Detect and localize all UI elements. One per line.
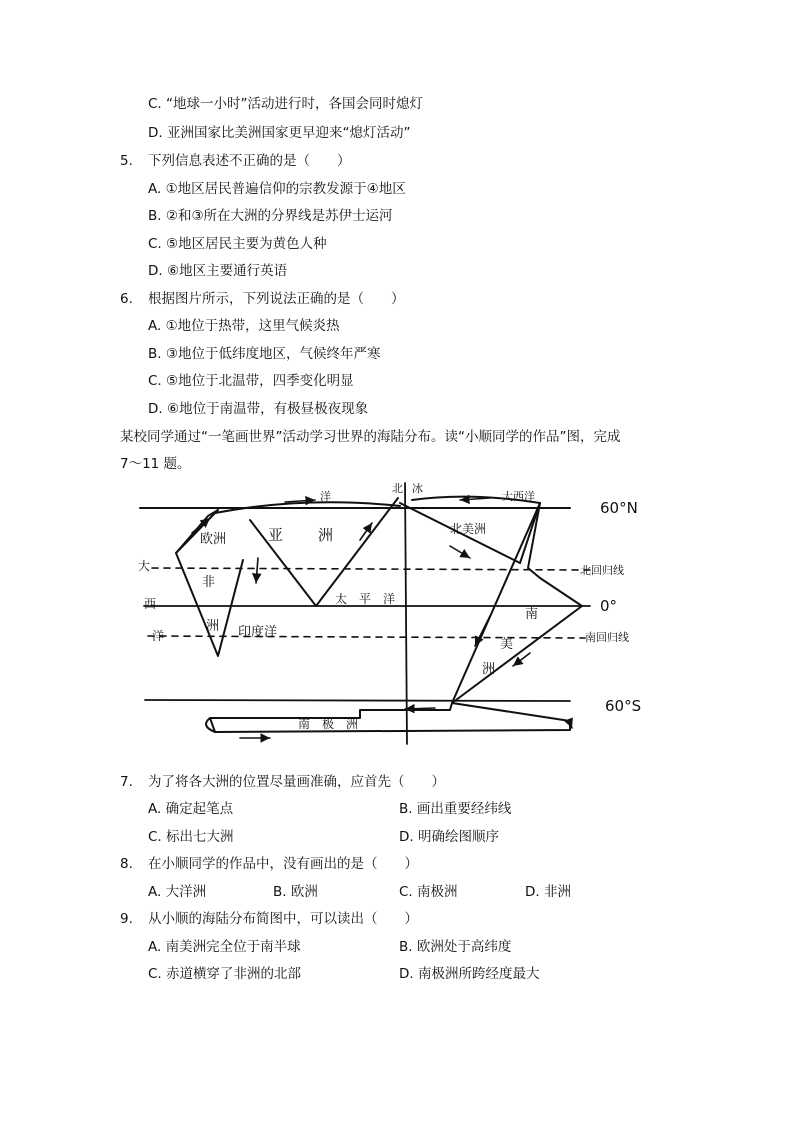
label-south-america-3: 洲: [482, 662, 496, 677]
q9-option-c: C. 赤道横穿了非洲的北部: [148, 966, 302, 982]
q9-option-a: A. 南美洲完全位于南半球: [148, 939, 301, 955]
label-60s: 60°S: [605, 697, 642, 715]
label-pacific: 太 平 洋: [335, 592, 396, 606]
q7-stem: 为了将各大洲的位置尽量画准确，应首先（ ）: [148, 774, 445, 790]
central-meridian-line: [405, 483, 407, 744]
q4-option-d: D. 亚洲国家比美洲国家更早迎来“熄灯活动”: [148, 125, 411, 141]
q8-stem: 在小顺同学的作品中，没有画出的是（ ）: [148, 856, 418, 872]
q7-number: 7.: [120, 774, 133, 790]
q7-option-a: A. 确定起笔点: [148, 801, 234, 817]
label-atlantic-left-2: 西: [144, 597, 157, 611]
q5-option-c: C. ⑤地区居民主要为黄色人种: [148, 236, 327, 252]
tropic-of-capricorn-line: [148, 636, 585, 638]
label-south-america-2: 美: [500, 637, 514, 652]
label-atlantic-top: 大西洋: [502, 490, 535, 503]
q5-stem: 下列信息表述不正确的是（ ）: [148, 153, 351, 169]
intro-line-1: 某校同学通过“一笔画世界”活动学习世界的海陆分布。读“小顺同学的作品”图，完成: [120, 429, 621, 445]
label-africa-1: 非: [202, 575, 216, 590]
antarctica-outline-stroke: [210, 703, 570, 732]
label-arctic-1: 北: [392, 482, 403, 495]
q8-option-c: C. 南极洲: [399, 884, 458, 900]
q8-option-a: A. 大洋洲: [148, 884, 207, 900]
label-atlantic-left-1: 大: [138, 559, 151, 573]
label-asia-2: 洲: [318, 526, 334, 544]
label-arctic-2: 冰: [412, 482, 423, 495]
label-tropic-capricorn: 南回归线: [585, 631, 629, 644]
q6-option-c: C. ⑤地位于北温带，四季变化明显: [148, 373, 354, 389]
latitude-60s-line: [145, 700, 570, 701]
q8-option-b: B. 欧洲: [273, 884, 318, 900]
one-stroke-world-map: [130, 478, 660, 750]
label-europe: 欧洲: [200, 532, 227, 547]
q6-option-a: A. ①地位于热带，这里气候炎热: [148, 318, 340, 334]
tropic-of-cancer-line: [152, 568, 590, 570]
q5-number: 5.: [120, 153, 133, 169]
label-asia-1: 亚: [268, 526, 284, 544]
q7-option-c: C. 标出七大洲: [148, 829, 234, 845]
q6-number: 6.: [120, 291, 133, 307]
q6-option-d: D. ⑥地位于南温带，有极昼极夜现象: [148, 401, 369, 417]
q6-option-b: B. ③地位于低纬度地区，气候终年严寒: [148, 346, 381, 362]
q6-stem: 根据图片所示，下列说法正确的是（ ）: [148, 291, 405, 307]
q7-option-b: B. 画出重要经纬线: [399, 801, 512, 817]
label-arctic-3: 洋: [320, 490, 331, 503]
label-60n: 60°N: [600, 499, 638, 517]
q4-option-c: C. “地球一小时”活动进行时，各国会同时熄灯: [148, 96, 423, 112]
q9-option-d: D. 南极洲所跨经度最大: [399, 966, 540, 982]
intro-line-2: 7～11 题。: [120, 456, 191, 472]
label-equator: 0°: [600, 597, 618, 615]
label-atlantic-left-3: 洋: [152, 629, 165, 643]
q5-option-b: B. ②和③所在大洲的分界线是苏伊士运河: [148, 208, 393, 224]
q5-option-a: A. ①地区居民普遍信仰的宗教发源于④地区: [148, 181, 406, 197]
label-north-america: 北美洲: [450, 522, 487, 536]
label-tropic-cancer: 北回归线: [580, 564, 624, 577]
label-south-america-1: 南: [525, 607, 539, 622]
q7-option-d: D. 明确绘图顺序: [399, 829, 499, 845]
q9-option-b: B. 欧洲处于高纬度: [399, 939, 512, 955]
q8-option-d: D. 非洲: [525, 884, 571, 900]
q8-number: 8.: [120, 856, 133, 872]
asia-outline-stroke: [250, 498, 398, 606]
label-antarctica: 南 极 洲: [298, 717, 359, 731]
label-indian-ocean: 印度洋: [238, 625, 278, 640]
label-africa-2: 洲: [206, 619, 220, 634]
q9-number: 9.: [120, 911, 133, 927]
q9-stem: 从小顺的海陆分布简图中，可以读出（ ）: [148, 911, 418, 927]
q5-option-d: D. ⑥地区主要通行英语: [148, 263, 288, 279]
